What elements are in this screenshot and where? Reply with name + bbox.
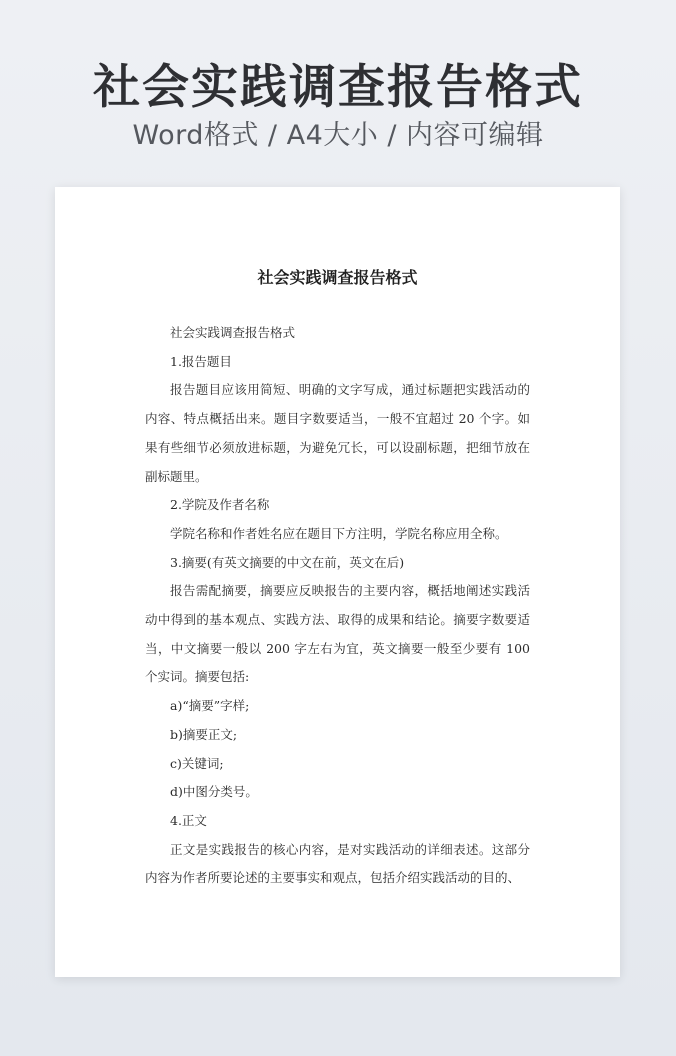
paragraph-heading: 社会实践调查报告格式: [170, 325, 296, 340]
document-body: [145, 319, 530, 893]
banner-subtitle: Word格式 / A4大小 / 内容可编辑: [132, 120, 544, 151]
banner-title: 社会实践调查报告格式: [93, 60, 583, 115]
list-item: a)“摘要”字样;: [170, 698, 250, 714]
paragraph: 学院名称和作者姓名应在题目下方注明，学院名称应用全称。: [170, 525, 508, 541]
section-heading-1: 1.报告题目: [170, 353, 232, 369]
list-item: b)摘要正文;: [170, 726, 238, 742]
paragraph: 正文是实践报告的核心内容，是对实践活动的详细表述。这部分内容为作者所要论述的主要事实和观点，包括介绍实践活动的目的、: [145, 841, 530, 886]
paragraph: 报告需配摘要，摘要应反映报告的主要内容，概括地阐述实践活动中得到的基本观点、实践方法、取得的成果和结论。摘要字数要适当，中文摘要一般以 200 字左右为宜，英文摘要一般至少要有 100 个实词。摘要包括:: [145, 583, 530, 685]
section-heading-2: 2.学院及作者名称: [170, 497, 270, 513]
list-item: d)中图分类号。: [170, 784, 258, 800]
list-item: c)关键词;: [170, 755, 224, 771]
section-heading-3: 3.摘要(有英文摘要的中文在前，英文在后): [170, 554, 405, 570]
paragraph: 报告题目应该用简短、明确的文字写成，通过标题把实践活动的内容、特点概括出来。题目字数要适当，一般不宜超过 20 个字。如果有些细节必须放进标题，为避免冗长，可以设副标题，把细节放在副标题里。: [145, 382, 530, 484]
section-heading-4: 4.正文: [170, 812, 207, 828]
document-title: 社会实践调查报告格式: [257, 268, 418, 287]
document-page: [55, 187, 620, 977]
